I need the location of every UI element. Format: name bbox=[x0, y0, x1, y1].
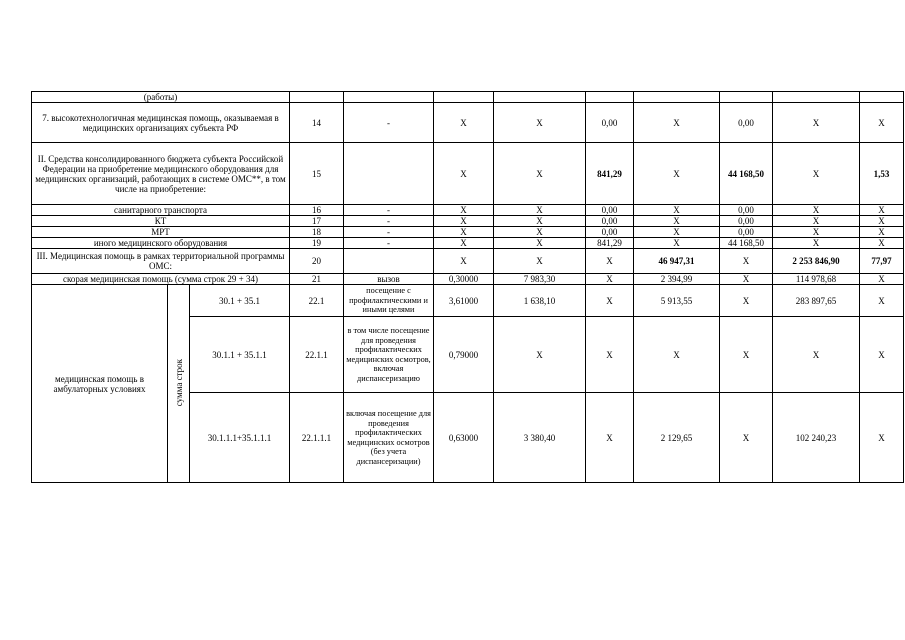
cell: X bbox=[860, 285, 904, 317]
cell: X bbox=[720, 317, 773, 393]
cell bbox=[860, 92, 904, 103]
row-label: III. Медицинская помощь в рамках территориальной программы ОМС: bbox=[32, 249, 290, 274]
unit-cell: - bbox=[344, 205, 434, 216]
table-row bbox=[32, 103, 904, 143]
cell: X bbox=[634, 103, 720, 143]
cell: X bbox=[720, 393, 773, 483]
cell: X bbox=[494, 249, 586, 274]
cell: 1 638,10 bbox=[494, 285, 586, 317]
table-row bbox=[32, 227, 904, 238]
cell: X bbox=[634, 317, 720, 393]
row-number: 16 bbox=[290, 205, 344, 216]
table-row bbox=[32, 92, 904, 103]
cell: 102 240,23 bbox=[773, 393, 860, 483]
cell: 44 168,50 bbox=[720, 143, 773, 205]
cell bbox=[720, 92, 773, 103]
cell: X bbox=[586, 393, 634, 483]
cell: X bbox=[860, 274, 904, 285]
vertical-label-cell bbox=[168, 285, 190, 483]
cell: X bbox=[586, 249, 634, 274]
row-number: 17 bbox=[290, 216, 344, 227]
cell: 0,00 bbox=[720, 103, 773, 143]
sum-rows-cell: 30.1.1 + 35.1.1 bbox=[190, 317, 290, 393]
cell bbox=[434, 92, 494, 103]
cell: X bbox=[773, 216, 860, 227]
cell: X bbox=[773, 317, 860, 393]
cell: X bbox=[494, 143, 586, 205]
cell: X bbox=[773, 143, 860, 205]
unit-cell: включая посещение для проведения профилактических медицинских осмотров (без учета диспансеризации) bbox=[344, 393, 434, 483]
cell bbox=[586, 92, 634, 103]
cell: X bbox=[860, 205, 904, 216]
cell: X bbox=[634, 227, 720, 238]
sum-rows-cell: 30.1 + 35.1 bbox=[190, 285, 290, 317]
cell: X bbox=[434, 143, 494, 205]
cell bbox=[494, 92, 586, 103]
row-label: скорая медицинская помощь (сумма строк 29 + 34) bbox=[32, 274, 290, 285]
cell: X bbox=[773, 103, 860, 143]
cell: 0,00 bbox=[720, 216, 773, 227]
row-number: 20 bbox=[290, 249, 344, 274]
row-number: 19 bbox=[290, 238, 344, 249]
cell: 2 129,65 bbox=[634, 393, 720, 483]
row-number: 22.1.1 bbox=[290, 317, 344, 393]
cell: X bbox=[434, 216, 494, 227]
table-row bbox=[32, 143, 904, 205]
cell: X bbox=[434, 238, 494, 249]
cell: 77,97 bbox=[860, 249, 904, 274]
cell: X bbox=[720, 249, 773, 274]
unit-cell: - bbox=[344, 238, 434, 249]
cell: 0,00 bbox=[586, 103, 634, 143]
cell: X bbox=[586, 285, 634, 317]
cell: 0,63000 bbox=[434, 393, 494, 483]
cell: X bbox=[720, 274, 773, 285]
cell: X bbox=[773, 238, 860, 249]
cell: X bbox=[773, 205, 860, 216]
unit-cell: - bbox=[344, 103, 434, 143]
row-number: 15 bbox=[290, 143, 344, 205]
cell: X bbox=[860, 317, 904, 393]
cell: 1,53 bbox=[860, 143, 904, 205]
cell: 0,00 bbox=[586, 227, 634, 238]
cell: X bbox=[434, 227, 494, 238]
row-number: 18 bbox=[290, 227, 344, 238]
unit-cell: - bbox=[344, 227, 434, 238]
cell: 0,30000 bbox=[434, 274, 494, 285]
row-label: КТ bbox=[32, 216, 290, 227]
cell bbox=[344, 92, 434, 103]
unit-cell: в том числе посещение для проведения профилактических медицинских осмотров, включая диспансеризацию bbox=[344, 317, 434, 393]
cell: X bbox=[494, 317, 586, 393]
unit-cell bbox=[344, 143, 434, 205]
cell: 3,61000 bbox=[434, 285, 494, 317]
row-label: II. Средства консолидированного бюджета субъекта Российской Федерации на приобретение медицинского оборудования для медицинских организаций, работающих в системе ОМС**, в том числе на приобретение: bbox=[32, 143, 290, 205]
row-number: 22.1 bbox=[290, 285, 344, 317]
cell: X bbox=[634, 143, 720, 205]
unit-cell: - bbox=[344, 216, 434, 227]
section-label: медицинская помощь в амбулаторных условиях bbox=[32, 285, 168, 483]
budget-table bbox=[31, 91, 904, 483]
cell: 0,00 bbox=[586, 216, 634, 227]
cell: X bbox=[586, 317, 634, 393]
cell: X bbox=[634, 238, 720, 249]
table-row bbox=[32, 238, 904, 249]
cell: X bbox=[634, 216, 720, 227]
row-label: МРТ bbox=[32, 227, 290, 238]
cell: 114 978,68 bbox=[773, 274, 860, 285]
table-row bbox=[32, 249, 904, 274]
table-row bbox=[32, 285, 904, 317]
cell bbox=[290, 92, 344, 103]
cell: 2 253 846,90 bbox=[773, 249, 860, 274]
cell: X bbox=[634, 205, 720, 216]
cell bbox=[634, 92, 720, 103]
cell: X bbox=[494, 227, 586, 238]
table-row bbox=[32, 216, 904, 227]
row-label: (работы) bbox=[32, 92, 290, 103]
cell: X bbox=[494, 238, 586, 249]
cell: X bbox=[860, 393, 904, 483]
cell: X bbox=[434, 249, 494, 274]
table-row bbox=[32, 205, 904, 216]
unit-cell: посещение с профилактическими и иными целями bbox=[344, 285, 434, 317]
cell: 0,79000 bbox=[434, 317, 494, 393]
cell: X bbox=[860, 227, 904, 238]
vertical-label: сумма строк bbox=[173, 358, 184, 407]
cell: X bbox=[494, 216, 586, 227]
cell: X bbox=[773, 227, 860, 238]
row-label: санитарного транспорта bbox=[32, 205, 290, 216]
cell: 5 913,55 bbox=[634, 285, 720, 317]
cell: X bbox=[494, 103, 586, 143]
cell: 0,00 bbox=[586, 205, 634, 216]
row-label: 7. высокотехнологичная медицинская помощь, оказываемая в медицинских организациях субъекта РФ bbox=[32, 103, 290, 143]
table-row bbox=[32, 274, 904, 285]
row-number: 21 bbox=[290, 274, 344, 285]
cell: 0,00 bbox=[720, 227, 773, 238]
cell: 2 394,99 bbox=[634, 274, 720, 285]
cell: X bbox=[860, 103, 904, 143]
cell: 841,29 bbox=[586, 238, 634, 249]
row-number: 22.1.1.1 bbox=[290, 393, 344, 483]
cell: 3 380,40 bbox=[494, 393, 586, 483]
cell bbox=[773, 92, 860, 103]
unit-cell bbox=[344, 249, 434, 274]
cell: 841,29 bbox=[586, 143, 634, 205]
cell: X bbox=[860, 238, 904, 249]
cell: X bbox=[860, 216, 904, 227]
row-label: иного медицинского оборудования bbox=[32, 238, 290, 249]
cell: 0,00 bbox=[720, 205, 773, 216]
cell: X bbox=[586, 274, 634, 285]
cell: X bbox=[434, 205, 494, 216]
cell: X bbox=[494, 205, 586, 216]
cell: 7 983,30 bbox=[494, 274, 586, 285]
cell: X bbox=[434, 103, 494, 143]
sum-rows-cell: 30.1.1.1+35.1.1.1 bbox=[190, 393, 290, 483]
unit-cell: вызов bbox=[344, 274, 434, 285]
cell: 46 947,31 bbox=[634, 249, 720, 274]
cell: X bbox=[720, 285, 773, 317]
cell: 283 897,65 bbox=[773, 285, 860, 317]
cell: 44 168,50 bbox=[720, 238, 773, 249]
row-number: 14 bbox=[290, 103, 344, 143]
